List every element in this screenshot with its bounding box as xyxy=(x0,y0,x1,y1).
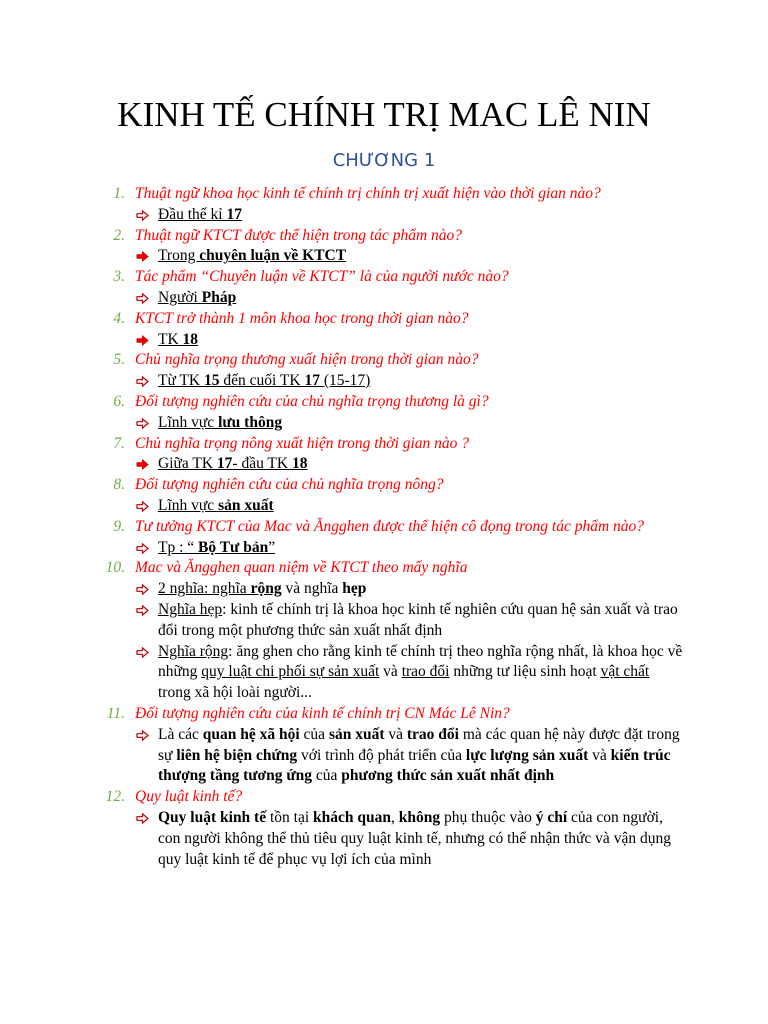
arrow-icon xyxy=(136,454,154,475)
arrow-icon xyxy=(136,538,154,559)
question-number: 3. xyxy=(113,268,125,286)
question-item xyxy=(0,392,768,413)
answer-item: Nghĩa rộng: ăng ghen cho rằng kinh tế chính trị theo nghĩa rộng nhất, là khoa học về những quy luật chi phối sự sản xuất và trao đổi những tư liệu sinh hoạt vật chất trong xã hội loài người... xyxy=(0,642,768,704)
arrow-icon xyxy=(136,371,154,392)
answer-item: Từ TK 15 đến cuối TK 17 (15-17) xyxy=(0,371,768,392)
question-number: 8. xyxy=(113,476,125,494)
question-number: 12. xyxy=(105,788,125,806)
arrow-icon xyxy=(136,205,154,226)
question-text: Quy luật kinh tế? xyxy=(135,788,243,806)
arrow-icon xyxy=(136,496,154,517)
question-item xyxy=(0,704,768,725)
question-text: Thuật ngữ KTCT được thể hiện trong tác phẩm nào? xyxy=(135,226,463,244)
question-item xyxy=(0,787,768,808)
answer-item: Tp : “ Bộ Tư bản” xyxy=(0,538,768,559)
question-number: 10. xyxy=(105,559,125,577)
question-text: Tác phẩm “Chuyên luận về KTCT” là của người nước nào? xyxy=(135,268,509,286)
answer-item: Lĩnh vực lưu thông xyxy=(0,413,768,434)
question-text: Chủ nghĩa trọng nông xuất hiện trong thời gian nào ? xyxy=(135,434,470,452)
answer-item: Nghĩa hẹp: kinh tế chính trị là khoa học kinh tế nghiên cứu quan hệ sản xuất và trao đổi trong một phương thức sản xuất nhất định xyxy=(0,600,768,642)
arrow-icon xyxy=(136,600,154,621)
answer-item: Người Pháp xyxy=(0,288,768,309)
question-item xyxy=(0,475,768,496)
question-text: KTCT trở thành 1 môn khoa học trong thời gian nào? xyxy=(135,309,469,327)
question-text: Đối tượng nghiên cứu của chủ nghĩa trọng thương là gì? xyxy=(135,392,489,410)
answer-item: Đầu thế kỉ 17 xyxy=(0,205,768,226)
question-text: Thuật ngữ khoa học kinh tế chính trị chính trị xuất hiện vào thời gian nào? xyxy=(135,185,601,202)
question-item xyxy=(0,184,768,205)
question-item xyxy=(0,350,768,371)
question-item xyxy=(0,226,768,247)
question-text: Tư tưởng KTCT của Mac và Ăngghen được thể hiện cô đọng trong tác phẩm nào? xyxy=(135,517,645,535)
answer-item: Quy luật kinh tế tồn tại khách quan, không phụ thuộc vào ý chí của con người, con người không thể thủ tiêu quy luật kinh tế, nhưng có thể nhận thức và vận dụng quy luật kinh tế để phục vụ lợi ích của mình xyxy=(0,808,768,870)
question-number: 11. xyxy=(106,704,125,722)
question-item xyxy=(0,517,768,538)
question-number: 7. xyxy=(113,434,125,452)
answer-item: Trong chuyên luận về KTCT xyxy=(0,246,768,267)
question-item xyxy=(0,558,768,579)
arrow-icon xyxy=(136,288,154,309)
question-item xyxy=(0,309,768,330)
question-number: 5. xyxy=(113,351,125,369)
arrow-icon xyxy=(136,725,154,746)
question-text: Đối tượng nghiên cứu của kinh tế chính trị CN Mác Lê Nin? xyxy=(135,704,510,722)
question-text: Chủ nghĩa trọng thương xuất hiện trong thời gian nào? xyxy=(135,351,479,369)
answer-item: 2 nghĩa: nghĩa rộng và nghĩa hẹp xyxy=(0,579,768,600)
document-title: KINH TẾ CHÍNH TRỊ MAC LÊ NIN xyxy=(117,95,651,134)
question-number: 4. xyxy=(113,309,125,327)
question-list xyxy=(0,184,768,870)
question-text: Đối tượng nghiên cứu của chủ nghĩa trọng nông? xyxy=(135,476,444,494)
answer-item: Là các quan hệ xã hội của sản xuất và trao đổi mà các quan hệ này được đặt trong sự liên hệ biện chứng với trình độ phát triển của lực lượng sản xuất và kiến trúc thượng tầng tương ứng của phương thức sản xuất nhất định xyxy=(0,725,768,787)
question-text: Mac và Ăngghen quan niệm về KTCT theo mấy nghĩa xyxy=(135,559,468,577)
answer-item: Giữa TK 17- đầu TK 18 xyxy=(0,454,768,475)
arrow-icon xyxy=(136,330,154,351)
arrow-icon xyxy=(136,246,154,267)
arrow-icon xyxy=(136,808,154,829)
question-item xyxy=(0,267,768,288)
answer-item: Lĩnh vực sản xuất xyxy=(0,496,768,517)
question-number: 1. xyxy=(113,185,125,202)
question-number: 2. xyxy=(113,226,125,244)
question-item xyxy=(0,434,768,455)
answer-item: TK 18 xyxy=(0,330,768,351)
question-number: 6. xyxy=(113,392,125,410)
question-number: 9. xyxy=(113,517,125,535)
arrow-icon xyxy=(136,642,154,663)
chapter-heading: CHƯƠNG 1 xyxy=(332,150,436,171)
arrow-icon xyxy=(136,413,154,434)
arrow-icon xyxy=(136,579,154,600)
